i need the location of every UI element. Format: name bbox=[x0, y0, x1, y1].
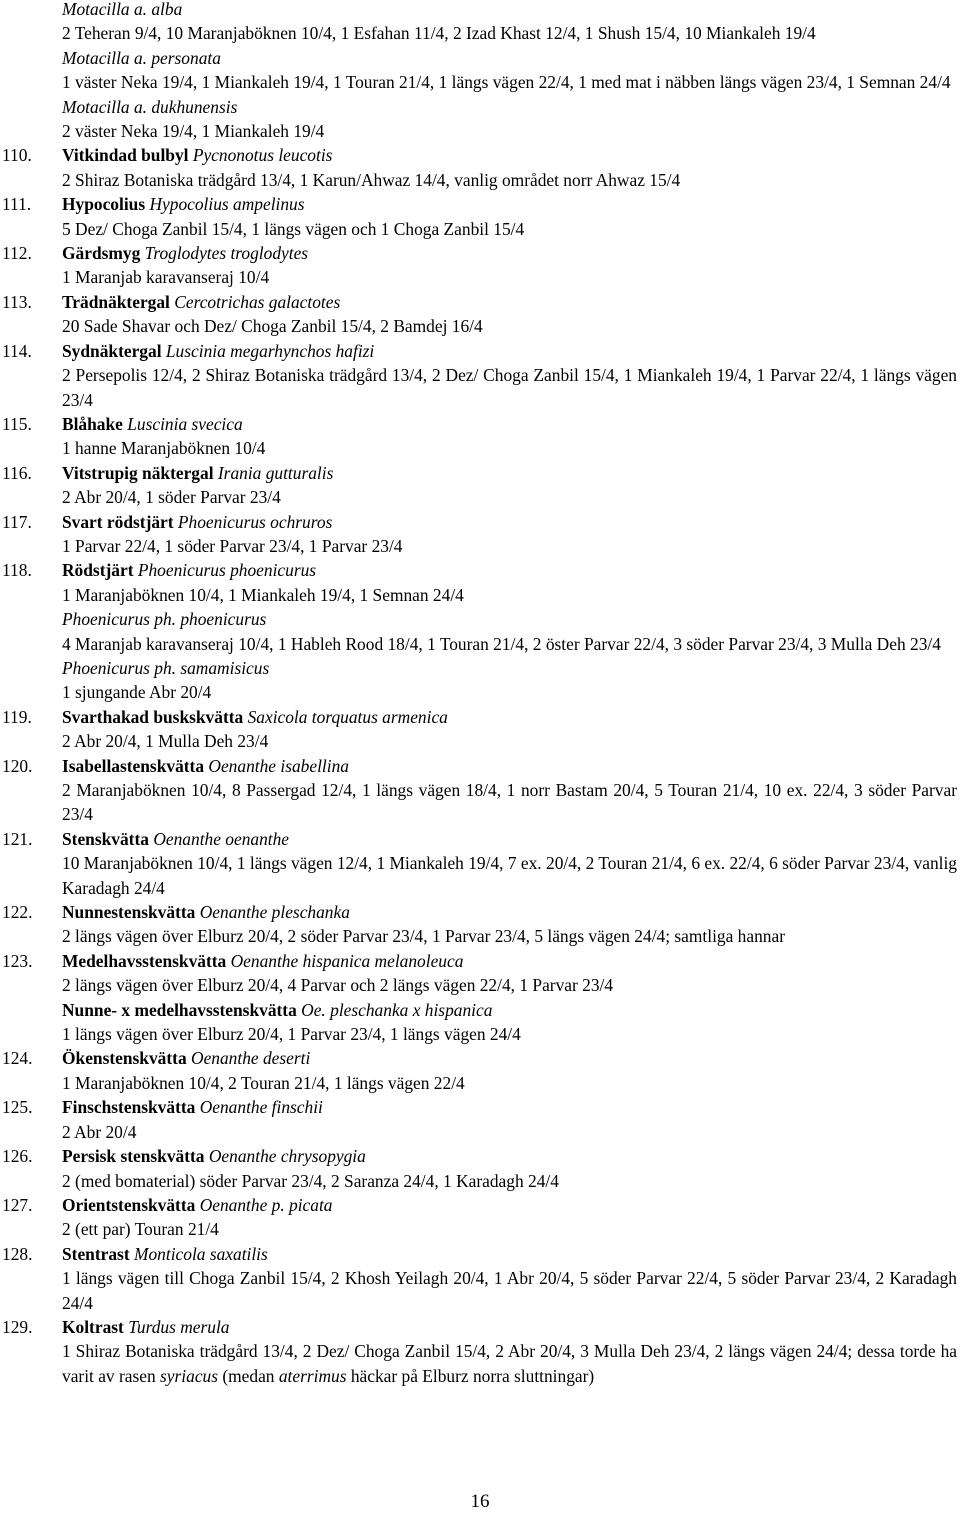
scientific-name: Troglodytes troglodytes bbox=[144, 243, 309, 264]
subspecies-line bbox=[0, 607, 957, 631]
observation-line bbox=[0, 1266, 957, 1315]
species-heading bbox=[0, 1144, 957, 1168]
species-heading bbox=[0, 754, 957, 778]
observation-line bbox=[0, 973, 957, 997]
scientific-name: Phoenicurus ochruros bbox=[177, 511, 333, 532]
scientific-name: Pycnonotus leucotis bbox=[192, 145, 333, 166]
scientific-name: Oenanthe isabellina bbox=[208, 755, 349, 776]
species-heading bbox=[0, 900, 957, 924]
scientific-name: Oenanthe chrysopygia bbox=[208, 1146, 366, 1167]
species-heading bbox=[0, 1193, 957, 1217]
common-name: Ökenstenskvätta bbox=[62, 1048, 187, 1069]
species-heading bbox=[0, 461, 957, 485]
common-name: Svart rödstjärt bbox=[62, 511, 174, 532]
species-heading bbox=[0, 192, 957, 216]
species-heading bbox=[0, 1315, 957, 1339]
species-number: 110. bbox=[2, 145, 32, 166]
observation-text: 1 sjungande Abr 20/4 bbox=[62, 682, 212, 703]
observation-line bbox=[0, 1071, 957, 1095]
common-name: Vitstrupig näktergal bbox=[62, 462, 214, 483]
species-number: 112. bbox=[2, 243, 32, 264]
common-name: Persisk stenskvätta bbox=[62, 1146, 205, 1167]
species-number: 121. bbox=[2, 828, 33, 849]
species-number: 126. bbox=[2, 1146, 33, 1167]
observation-text: 1 Maranjaböknen 10/4, 1 Miankaleh 19/4, 1 Semnan 24/4 bbox=[62, 584, 464, 605]
observation-text: 1 hanne Maranjaböknen 10/4 bbox=[62, 438, 266, 459]
species-number: 127. bbox=[2, 1194, 33, 1215]
scientific-name: Oenanthe pleschanka bbox=[199, 902, 350, 923]
common-name: Svarthakad buskskvätta bbox=[62, 706, 244, 727]
hybrid-heading bbox=[0, 998, 957, 1022]
observation-line bbox=[0, 314, 957, 338]
species-heading bbox=[0, 143, 957, 167]
observation-line bbox=[0, 851, 957, 900]
species-number: 117. bbox=[2, 511, 32, 532]
observation-line bbox=[0, 168, 957, 192]
observation-line bbox=[0, 680, 957, 704]
observation-line bbox=[0, 1120, 957, 1144]
species-heading bbox=[0, 510, 957, 534]
subspecies-line bbox=[0, 656, 957, 680]
species-number: 114. bbox=[2, 340, 32, 361]
observation-text: 2 längs vägen över Elburz 20/4, 4 Parvar och 2 längs vägen 22/4, 1 Parvar 23/4 bbox=[62, 975, 614, 996]
common-name: Stentrast bbox=[62, 1243, 130, 1264]
observation-text: 2 (ett par) Touran 21/4 bbox=[62, 1219, 219, 1240]
subspecies-name: Phoenicurus ph. phoenicurus bbox=[62, 609, 267, 630]
observation-line bbox=[0, 632, 957, 656]
observation-line bbox=[0, 729, 957, 753]
species-number: 111. bbox=[2, 194, 32, 215]
observation-line bbox=[0, 583, 957, 607]
species-number: 118. bbox=[2, 560, 32, 581]
observation-text: 20 Sade Shavar och Dez/ Choga Zanbil 15/4, 2 Bamdej 16/4 bbox=[62, 316, 483, 337]
species-number: 116. bbox=[2, 462, 32, 483]
species-heading bbox=[0, 241, 957, 265]
species-heading bbox=[0, 827, 957, 851]
species-heading bbox=[0, 1242, 957, 1266]
species-number: 129. bbox=[2, 1316, 33, 1337]
observation-text: 1 längs vägen över Elburz 20/4, 1 Parvar 23/4, 1 längs vägen 24/4 bbox=[62, 1024, 521, 1045]
observation-text: 5 Dez/ Choga Zanbil 15/4, 1 längs vägen och 1 Choga Zanbil 15/4 bbox=[62, 218, 525, 239]
subspecies-line bbox=[0, 0, 957, 21]
species-heading bbox=[0, 1095, 957, 1119]
species-number: 122. bbox=[2, 902, 33, 923]
common-name: Medelhavsstenskvätta bbox=[62, 950, 227, 971]
observation-line bbox=[0, 485, 957, 509]
common-name: Vitkindad bulbyl bbox=[62, 145, 189, 166]
race-name: syriacus bbox=[160, 1365, 218, 1386]
observation-line bbox=[0, 265, 957, 289]
observation-line bbox=[0, 1339, 957, 1388]
species-heading bbox=[0, 1046, 957, 1070]
observation-text: 1 Parvar 22/4, 1 söder Parvar 23/4, 1 Parvar 23/4 bbox=[62, 535, 403, 556]
scientific-name: Hypocolius ampelinus bbox=[149, 194, 305, 215]
observation-text: 10 Maranjaböknen 10/4, 1 längs vägen 12/4, 1 Miankaleh 19/4, 7 ex. 20/4, 2 Touran 21/4, 6 ex. 22/4, 6 söder Parvar 23/4, vanlig Karadagh 24/4 bbox=[62, 853, 957, 898]
observation-text: 1 Maranjaböknen 10/4, 2 Touran 21/4, 1 längs vägen 22/4 bbox=[62, 1072, 465, 1093]
common-name: Blåhake bbox=[62, 413, 123, 434]
subspecies-name: Phoenicurus ph. samamisicus bbox=[62, 657, 270, 678]
subspecies-line bbox=[0, 95, 957, 119]
observation-line bbox=[0, 70, 957, 94]
observation-line bbox=[0, 436, 957, 460]
observation-line bbox=[0, 1169, 957, 1193]
species-heading bbox=[0, 949, 957, 973]
observation-text: 2 Abr 20/4 bbox=[62, 1121, 137, 1142]
scientific-name: Monticola saxatilis bbox=[133, 1243, 268, 1264]
subspecies-line bbox=[0, 46, 957, 70]
species-number: 120. bbox=[2, 755, 33, 776]
scientific-name: Phoenicurus phoenicurus bbox=[137, 560, 317, 581]
scientific-name: Cercotrichas galactotes bbox=[174, 291, 341, 312]
species-number: 128. bbox=[2, 1243, 33, 1264]
common-name: Isabellastenskvätta bbox=[62, 755, 205, 776]
scientific-name: Oenanthe hispanica melanoleuca bbox=[230, 950, 464, 971]
observation-text: 2 Teheran 9/4, 10 Maranjaböknen 10/4, 1 Esfahan 11/4, 2 Izad Khast 12/4, 1 Shush 15/4, 10 Miankaleh 19/4 bbox=[62, 23, 816, 44]
species-heading bbox=[0, 412, 957, 436]
observation-text: 2 (med bomaterial) söder Parvar 23/4, 2 Saranza 24/4, 1 Karadagh 24/4 bbox=[62, 1170, 559, 1191]
observation-text: 1 längs vägen till Choga Zanbil 15/4, 2 Khosh Yeilagh 20/4, 1 Abr 20/4, 5 söder Parvar 22/4, 5 söder Parvar 23/4, 2 Karadagh 24/4 bbox=[62, 1268, 957, 1313]
observation-line bbox=[0, 534, 957, 558]
observation-text: (medan bbox=[218, 1365, 279, 1386]
observation-text: 1 Maranjab karavanseraj 10/4 bbox=[62, 267, 270, 288]
species-number: 115. bbox=[2, 413, 32, 434]
common-name: Sydnäktergal bbox=[62, 340, 162, 361]
scientific-name: Oenanthe oenanthe bbox=[153, 828, 290, 849]
observation-line bbox=[0, 119, 957, 143]
observation-line bbox=[0, 924, 957, 948]
species-number: 125. bbox=[2, 1097, 33, 1118]
observation-text: 2 längs vägen över Elburz 20/4, 2 söder Parvar 23/4, 1 Parvar 23/4, 5 längs vägen 24/4; samtliga hannar bbox=[62, 926, 785, 947]
observation-line bbox=[0, 21, 957, 45]
scientific-name: Oenanthe p. picata bbox=[199, 1194, 333, 1215]
common-name: Koltrast bbox=[62, 1316, 124, 1337]
scientific-name: Luscinia svecica bbox=[127, 413, 243, 434]
common-name: Trädnäktergal bbox=[62, 291, 170, 312]
race-name: aterrimus bbox=[278, 1365, 347, 1386]
observation-text: 1 Shiraz Botaniska trädgård 13/4, 2 Dez/ Choga Zanbil 15/4, 2 Abr 20/4, 3 Mulla Deh 23/4, 2 längs vägen 24/4; dessa torde ha varit av rasen bbox=[62, 1341, 957, 1386]
scientific-name: Irania gutturalis bbox=[217, 462, 334, 483]
scientific-name: Saxicola torquatus armenica bbox=[247, 706, 448, 727]
observation-text: 2 Persepolis 12/4, 2 Shiraz Botaniska trädgård 13/4, 2 Dez/ Choga Zanbil 15/4, 1 Miankaleh 19/4, 1 Parvar 22/4, 1 längs vägen 23/4 bbox=[62, 365, 957, 410]
common-name: Nunnestenskvätta bbox=[62, 902, 196, 923]
common-name: Nunne- x medelhavsstenskvätta bbox=[62, 999, 297, 1020]
observation-text: 1 väster Neka 19/4, 1 Miankaleh 19/4, 1 Touran 21/4, 1 längs vägen 22/4, 1 med mat i näbben längs vägen 23/4, 1 Semnan 24/4 bbox=[62, 72, 951, 93]
species-heading bbox=[0, 558, 957, 582]
species-heading bbox=[0, 290, 957, 314]
observation-text: 2 Maranjaböknen 10/4, 8 Passergad 12/4, 1 längs vägen 18/4, 1 norr Bastam 20/4, 5 Touran 21/4, 10 ex. 22/4, 3 söder Parvar 23/4 bbox=[62, 780, 957, 825]
common-name: Hypocolius bbox=[62, 194, 146, 215]
subspecies-name: Motacilla a. dukhunensis bbox=[62, 96, 238, 117]
species-number: 124. bbox=[2, 1048, 33, 1069]
species-number: 113. bbox=[2, 291, 32, 312]
common-name: Stenskvätta bbox=[62, 828, 149, 849]
observation-line bbox=[0, 217, 957, 241]
species-number: 119. bbox=[2, 706, 32, 727]
scientific-name: Oe. pleschanka x hispanica bbox=[301, 999, 493, 1020]
observation-text: 2 Abr 20/4, 1 söder Parvar 23/4 bbox=[62, 487, 281, 508]
observation-text: 2 Abr 20/4, 1 Mulla Deh 23/4 bbox=[62, 731, 269, 752]
observation-text: 2 väster Neka 19/4, 1 Miankaleh 19/4 bbox=[62, 121, 325, 142]
observation-line bbox=[0, 1022, 957, 1046]
common-name: Gärdsmyg bbox=[62, 243, 141, 264]
observation-text: häckar på Elburz norra sluttningar) bbox=[346, 1365, 595, 1386]
scientific-name: Turdus merula bbox=[128, 1316, 230, 1337]
species-number: 123. bbox=[2, 950, 33, 971]
observation-text: 4 Maranjab karavanseraj 10/4, 1 Hableh Rood 18/4, 1 Touran 21/4, 2 öster Parvar 22/4, 3 söder Parvar 23/4, 3 Mulla Deh 23/4 bbox=[62, 633, 941, 654]
observation-line bbox=[0, 363, 957, 412]
scientific-name: Luscinia megarhynchos hafizi bbox=[165, 340, 375, 361]
subspecies-name: Motacilla a. alba bbox=[62, 0, 183, 19]
page-number: 16 bbox=[470, 1491, 490, 1512]
common-name: Orientstenskvätta bbox=[62, 1194, 196, 1215]
scientific-name: Oenanthe deserti bbox=[191, 1048, 311, 1069]
common-name: Rödstjärt bbox=[62, 560, 134, 581]
species-heading bbox=[0, 339, 957, 363]
species-heading bbox=[0, 705, 957, 729]
common-name: Finschstenskvätta bbox=[62, 1097, 196, 1118]
scientific-name: Oenanthe finschii bbox=[199, 1097, 323, 1118]
observation-text: 2 Shiraz Botaniska trädgård 13/4, 1 Karun/Ahwaz 14/4, vanlig området norr Ahwaz 15/4 bbox=[62, 169, 681, 190]
subspecies-name: Motacilla a. personata bbox=[62, 47, 221, 68]
observation-line bbox=[0, 778, 957, 827]
observation-line bbox=[0, 1217, 957, 1241]
